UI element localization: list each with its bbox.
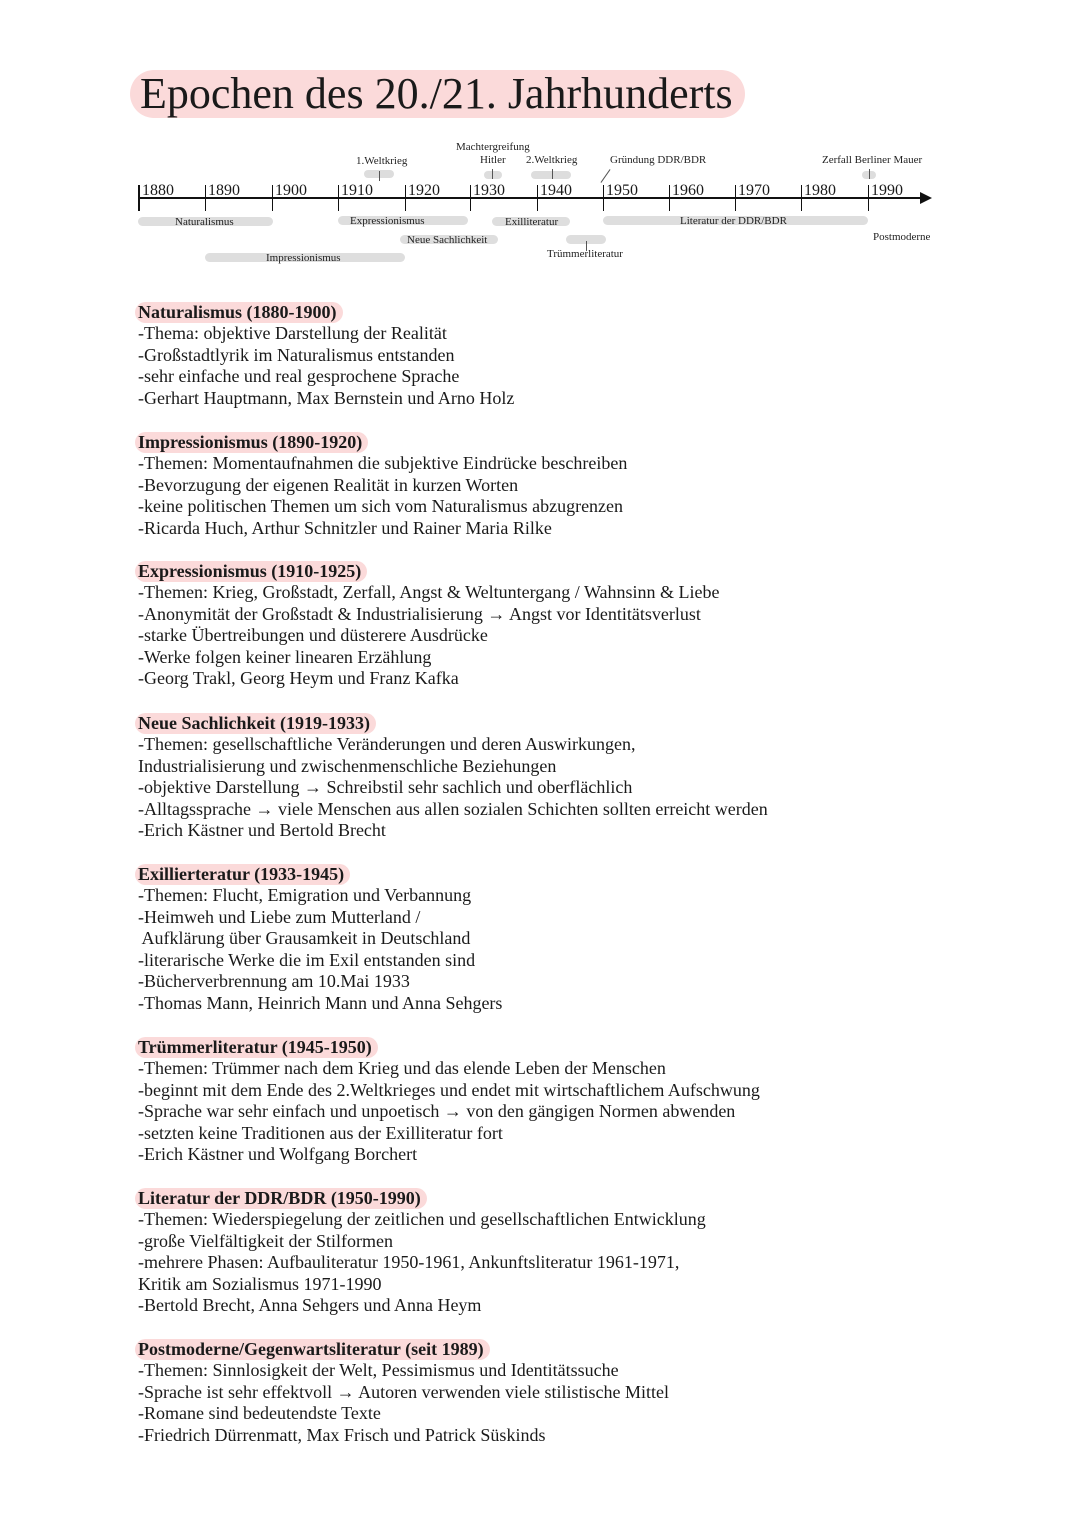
- section-line: -Themen: Sinnlosigkeit der Welt, Pessimismus und Identitätssuche: [138, 1360, 619, 1380]
- event-hitler: Hitler: [480, 154, 506, 166]
- section-line: -starke Übertreibungen und düsterere Ausdrücke: [138, 625, 488, 646]
- section-title: Trümmerliteratur (1945-1950): [135, 1037, 378, 1058]
- section-line: -literarische Werke die im Exil entstanden sind: [138, 949, 476, 970]
- period-label: Literatur der DDR/BDR: [680, 215, 787, 227]
- section-line: -Bevorzugung der eigenen Realität in kurzen Worten: [138, 474, 519, 495]
- section-neue-sachlichkeit: [138, 713, 1038, 842]
- year-label: 1900: [275, 182, 307, 199]
- year-tick: [470, 185, 471, 211]
- section-line: -Themen: Momentaufnahmen die subjektive Eindrücke beschreiben: [138, 453, 628, 473]
- event-weltkrieg2: 2.Weltkrieg: [526, 154, 578, 166]
- year-tick: [272, 185, 273, 211]
- year-label: 1940: [540, 182, 572, 199]
- section-title: Exillierteratur (1933-1945): [135, 864, 350, 885]
- year-tick: [735, 185, 736, 211]
- section-line: -Themen: Flucht, Emigration und Verbannung: [138, 885, 472, 905]
- section-postmoderne: [138, 1339, 1038, 1446]
- section-line: -Thema: objektive Darstellung der Realität: [138, 323, 447, 343]
- period-label: Postmoderne: [873, 231, 931, 243]
- section-line: Kritik am Sozialismus 1971-1990: [138, 1273, 382, 1294]
- section-naturalismus: [138, 302, 1038, 409]
- event-marker: [492, 169, 493, 179]
- page-title: Epochen des 20./21. Jahrhunderts: [130, 70, 745, 118]
- section-line: -Bertold Brecht, Anna Sehgers und Anna Heym: [138, 1295, 482, 1316]
- event-marker: [869, 169, 870, 179]
- event-marker: [552, 169, 553, 179]
- year-tick: [405, 185, 406, 211]
- section-line: -Werke folgen keiner linearen Erzählung: [138, 646, 432, 667]
- year-tick: [669, 185, 670, 211]
- section-line: -Themen: gesellschaftliche Veränderungen und deren Auswirkungen,: [138, 734, 636, 754]
- section-line: Aufklärung über Grausamkeit in Deutschland: [138, 928, 471, 949]
- section-line: -Themen: Wiederspiegelung der zeitlichen und gesellschaftlichen Entwicklung: [138, 1209, 706, 1229]
- section-line: -Gerhart Hauptmann, Max Bernstein und Arno Holz: [138, 387, 515, 408]
- section-title: Postmoderne/Gegenwartsliteratur (seit 1989): [135, 1339, 490, 1360]
- section-title: Naturalismus (1880-1900): [135, 302, 343, 323]
- event-marker: [484, 171, 502, 179]
- section-exilliteratur: [138, 864, 1038, 1015]
- section-line: -Großstadtlyrik im Naturalismus entstanden: [138, 344, 455, 365]
- section-line: -Sprache war sehr einfach und unpoetisch → von den gängigen Normen abwenden: [138, 1101, 736, 1122]
- year-label: 1930: [473, 182, 505, 199]
- section-line: -Sprache ist sehr effektvoll → Autoren verwenden viele stilistische Mittel: [138, 1381, 670, 1402]
- year-label: 1960: [672, 182, 704, 199]
- period-label: Impressionismus: [266, 252, 341, 264]
- year-label: 1880: [142, 182, 174, 199]
- year-label: 1990: [871, 182, 903, 199]
- epoch-timeline: [0, 135, 1080, 275]
- section-ddr-bdr: [138, 1188, 1038, 1317]
- section-line: -Erich Kästner und Bertold Brecht: [138, 820, 386, 841]
- year-tick: [603, 185, 604, 211]
- section-expressionismus: [138, 561, 1038, 690]
- period-label: Expressionismus: [350, 215, 425, 227]
- section-line: -große Vielfältigkeit der Stilformen: [138, 1230, 394, 1251]
- event-gruendung: Gründung DDR/BDR: [610, 154, 707, 166]
- section-line: -Friedrich Dürrenmatt, Max Frisch und Patrick Süskinds: [138, 1424, 546, 1445]
- period-label: Exilliteratur: [505, 216, 559, 228]
- year-label: 1980: [804, 182, 836, 199]
- section-line: -Alltagssprache → viele Menschen aus allen sozialen Schichten sollten erreicht werden: [138, 798, 768, 819]
- section-truemmerliteratur: [138, 1037, 1038, 1166]
- section-line: -Thomas Mann, Heinrich Mann und Anna Sehgers: [138, 992, 503, 1013]
- section-impressionismus: [138, 432, 1038, 539]
- year-label: 1950: [606, 182, 638, 199]
- event-marker: [601, 169, 611, 183]
- section-line: -keine politischen Themen um sich vom Naturalismus abzugrenzen: [138, 496, 624, 517]
- section-line: -objektive Darstellung → Schreibstil sehr sachlich und oberflächlich: [138, 777, 633, 798]
- section-line: -Themen: Trümmer nach dem Krieg und das elende Leben der Menschen: [138, 1058, 666, 1078]
- year-label: 1970: [738, 182, 770, 199]
- event-mauer: Zerfall Berliner Mauer: [822, 154, 923, 166]
- section-title: Neue Sachlichkeit (1919-1933): [135, 713, 376, 734]
- event-marker: [379, 171, 380, 181]
- period-label: Neue Sachlichkeit: [407, 234, 488, 246]
- section-line: -mehrere Phasen: Aufbauliteratur 1950-1961, Ankunftsliteratur 1961-1971,: [138, 1252, 680, 1273]
- section-line: -Georg Trakl, Georg Heym und Franz Kafka: [138, 668, 459, 689]
- timeline-start-mark: [138, 185, 140, 211]
- section-line: -Erich Kästner und Wolfgang Borchert: [138, 1144, 418, 1165]
- section-line: -beginnt mit dem Ende des 2.Weltkrieges und endet mit wirtschaftlichem Aufschwung: [138, 1079, 760, 1100]
- timeline-arrow-icon: [920, 192, 932, 204]
- period-label: Naturalismus: [175, 216, 234, 228]
- section-title: Impressionismus (1890-1920): [135, 432, 368, 453]
- event-marker: [531, 171, 571, 179]
- period-label: Trümmerliteratur: [547, 248, 623, 260]
- year-tick: [537, 185, 538, 211]
- year-tick: [338, 185, 339, 211]
- section-line: -Themen: Krieg, Großstadt, Zerfall, Angst & Weltuntergang / Wahnsinn & Liebe: [138, 582, 720, 602]
- section-line: -Ricarda Huch, Arthur Schnitzler und Rainer Maria Rilke: [138, 517, 552, 538]
- section-line: -Anonymität der Großstadt & Industrialisierung → Angst vor Identitätsverlust: [138, 603, 701, 624]
- year-tick: [801, 185, 802, 211]
- year-tick: [868, 185, 869, 211]
- section-line: -Heimweh und Liebe zum Mutterland /: [138, 906, 421, 927]
- event-machtergreifung: Machtergreifung: [456, 141, 530, 153]
- event-weltkrieg1: 1.Weltkrieg: [356, 155, 408, 167]
- year-label: 1910: [341, 182, 373, 199]
- section-line: -sehr einfache und real gesprochene Sprache: [138, 366, 460, 387]
- section-line: -setzten keine Traditionen aus der Exilliteratur fort: [138, 1122, 503, 1143]
- section-title: Literatur der DDR/BDR (1950-1990): [135, 1188, 427, 1209]
- year-tick: [205, 185, 206, 211]
- year-label: 1920: [408, 182, 440, 199]
- section-line: -Bücherverbrennung am 10.Mai 1933: [138, 971, 410, 992]
- section-title: Expressionismus (1910-1925): [135, 561, 367, 582]
- section-line: -Romane sind bedeutendste Texte: [138, 1403, 381, 1424]
- year-label: 1890: [208, 182, 240, 199]
- section-line: Industrialisierung und zwischenmenschliche Beziehungen: [138, 755, 557, 776]
